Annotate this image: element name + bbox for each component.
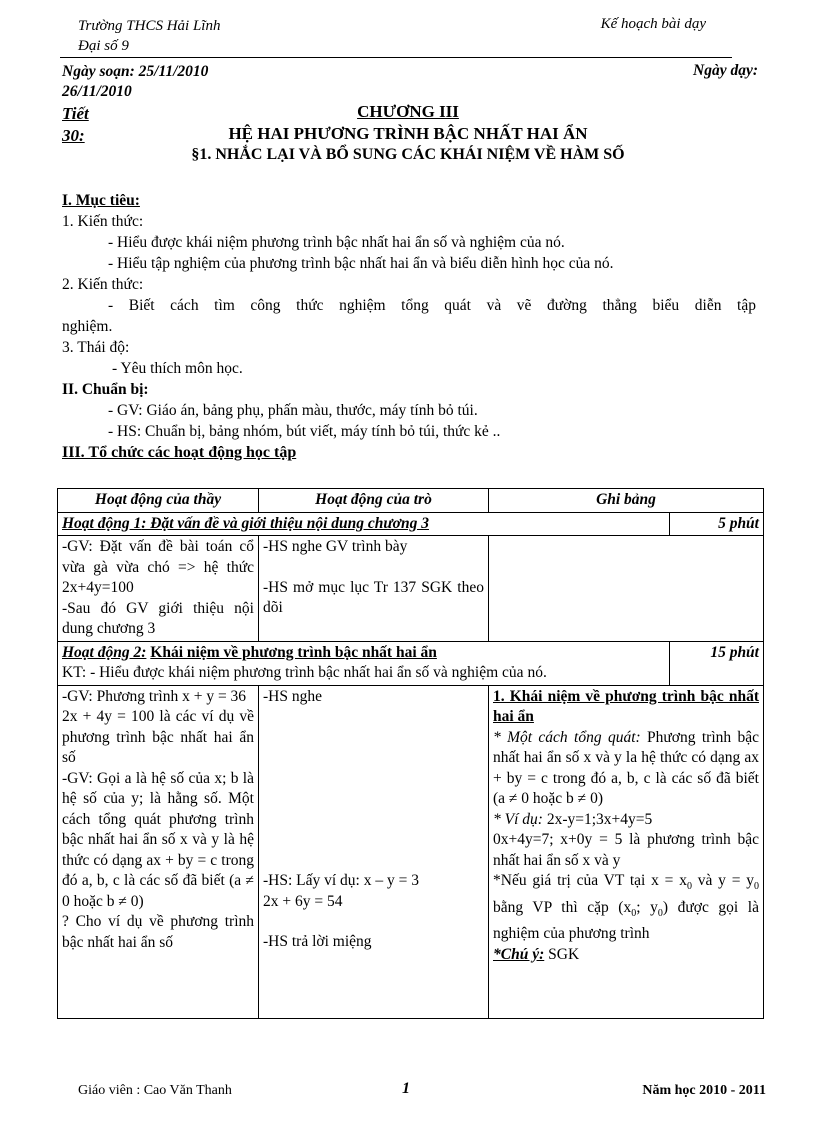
activity-1-time: 5 phút xyxy=(670,512,764,536)
activity-1-name: : Đặt vấn đề và giới thiệu nội dung chương 3 xyxy=(141,514,429,532)
footer-page-number: 1 xyxy=(402,1080,410,1097)
board-note-label: *Chú ý: xyxy=(493,945,545,963)
activity-2-label: Hoạt động 2: xyxy=(62,643,147,661)
subject-name: Đại số 9 xyxy=(78,38,129,54)
sub-zero: 0 xyxy=(754,881,759,893)
activity-2-name: Khái niệm về phương trình bậc nhất hai ẩn xyxy=(150,643,437,661)
board-example-label: * Ví dụ: xyxy=(493,810,543,828)
knowledge-2-label: 2. Kiến thức: xyxy=(62,276,144,293)
footer-teacher: Giáo viên : Cao Văn Thanh xyxy=(78,1083,232,1098)
prep-hs: - HS: Chuẩn bị, bảng nhóm, bút viết, máy tính bỏ túi, thức kẻ .. xyxy=(108,423,501,440)
activities-table xyxy=(57,488,764,1019)
activity-1-board xyxy=(489,536,764,642)
knowledge-1b: - Hiểu tập nghiệm của phương trình bậc nhất hai ẩn và biểu diễn hình học của nó. xyxy=(108,255,614,272)
board-general xyxy=(493,728,759,810)
act2-student-line: 2x + 6y = 54 xyxy=(263,892,343,910)
knowledge-1-label: 1. Kiến thức: xyxy=(62,213,144,230)
activities-heading: III. Tổ chức các hoạt động học tập xyxy=(62,444,297,461)
sol-part: ) được gọi là nghiệm của phương trình xyxy=(493,898,759,943)
knowledge-2a: - Biết cách tìm công thức nghiệm tổng quát và vẽ đường thẳng biểu diễn tập xyxy=(108,297,756,314)
activity-2-teacher xyxy=(58,685,259,1018)
board-general-text: Phương trình bậc nhất hai ẩn số x và y la hệ thức có dạng ax + by = c trong đó a, b, c là các số đã biết (a ≠ 0 hoặc b ≠ 0) xyxy=(493,728,759,807)
prep-heading: II. Chuẩn bị: xyxy=(62,381,149,398)
lesson-title: HỆ HAI PHƯƠNG TRÌNH BẬC NHẤT HAI ẨN xyxy=(228,124,588,143)
board-general-label: * Một cách tổng quát: xyxy=(493,728,641,746)
board-heading: 1. Khái niệm về phương trình bậc nhất hai ẩn xyxy=(493,687,759,725)
footer-year: Năm học 2010 - 2011 xyxy=(642,1083,766,1098)
sol-part: và y = y xyxy=(691,872,754,889)
col-student-header: Hoạt động của trò xyxy=(259,489,489,513)
activity-2-time: 15 phút xyxy=(670,641,764,685)
tiet-label: Tiết xyxy=(62,104,89,123)
sol-part: ; y xyxy=(636,898,658,916)
sol-part: bằng VP thì cặp (x xyxy=(493,898,632,916)
tiet-number: 30: xyxy=(62,126,85,145)
act2-teacher-line: -GV: Gọi a là hệ số của x; b là hệ số của y; là hằng số. Một cách tổng quát phương trình bậc nhất hai ẩn số x và y là hệ thức có dạng ax + by = c trong đó a, b, c là các số đã biết (a ≠ 0 hoặc b ≠ 0) xyxy=(62,769,254,910)
objectives-section xyxy=(62,190,756,463)
teach-date: 26/11/2010 xyxy=(62,83,132,100)
activity-1-title xyxy=(58,512,670,536)
prep-date: Ngày soạn: 25/11/2010 xyxy=(62,63,209,80)
act1-student-line: -HS nghe GV trình bày xyxy=(263,538,408,555)
board-note xyxy=(493,945,759,966)
activity-1-row xyxy=(58,512,764,536)
doc-type: Kế hoạch bài dạy xyxy=(600,16,706,32)
act1-teacher-line: -GV: Đặt vấn đề bài toán cổ vừa gà vừa chó => hệ thức 2x+4y=100 xyxy=(62,538,254,596)
board-note-text: SGK xyxy=(544,945,580,963)
act2-student-line: -HS trả lời miệng xyxy=(263,933,372,950)
school-name: Trường THCS Hải Lĩnh xyxy=(78,18,221,34)
act1-student-line: -HS mở mục lục Tr 137 SGK theo dõi xyxy=(263,578,484,616)
act2-teacher-line: 2x + 4y = 100 là các ví dụ về phương trình bậc nhất hai ẩn số xyxy=(62,708,254,766)
board-example-text: 2x-y=1;3x+4y=5 xyxy=(542,810,653,828)
prep-date-block xyxy=(62,62,208,102)
board-example xyxy=(493,810,759,831)
lesson-subtitle: §1. NHẮC LẠI VÀ BỔ SUNG CÁC KHÁI NIỆM VỀ HÀM SỐ xyxy=(191,146,625,163)
activity-1-student xyxy=(259,536,489,642)
attitude-label: 3. Thái độ: xyxy=(62,339,130,356)
school-header xyxy=(78,16,220,56)
sol-part: *Nếu giá trị của VT tại x = x xyxy=(493,872,687,889)
act1-teacher-line: -Sau đó GV giới thiệu nội dung chương 3 xyxy=(62,599,254,637)
act2-teacher-line: ? Cho ví dụ về phương trình bậc nhất hai ẩn số xyxy=(62,913,254,951)
teach-date-label: Ngày dạy: xyxy=(693,62,758,79)
col-board-header: Ghi bảng xyxy=(489,489,764,513)
activity-2-content-row xyxy=(58,685,764,1018)
board-example-2: 0x+4y=7; x+0y = 5 là phương trình bậc nhất hai ẩn số x và y xyxy=(493,831,759,869)
chapter-heading: CHƯƠNG III xyxy=(357,102,459,121)
sub-zero: 0 xyxy=(631,907,637,919)
header-divider xyxy=(60,57,732,58)
activity-2-student xyxy=(259,685,489,1018)
sub-zero: 0 xyxy=(657,907,663,919)
activity-2-kt: KT: - Hiểu được khái niệm phương trình bậc nhất hai ẩn số và nghiệm của nó. xyxy=(62,664,547,681)
prep-gv: - GV: Giáo án, bảng phụ, phấn màu, thước, máy tính bỏ túi. xyxy=(108,402,478,419)
attitude-item: - Yêu thích môn học. xyxy=(112,360,243,377)
objectives-heading: I. Mục tiêu: xyxy=(62,192,140,209)
activity-1-teacher xyxy=(58,536,259,642)
act2-teacher-line: -GV: Phương trình x + y = 36 xyxy=(62,687,247,705)
act2-student-line: -HS nghe xyxy=(263,687,322,705)
knowledge-2a-cont: nghiệm. xyxy=(62,318,113,335)
activity-1-content-row xyxy=(58,536,764,642)
knowledge-1a: - Hiểu được khái niệm phương trình bậc nhất hai ẩn số và nghiệm của nó. xyxy=(108,234,565,251)
activity-2-board xyxy=(489,685,764,1018)
col-teacher-header: Hoạt động của thầy xyxy=(58,489,259,513)
activity-2-row xyxy=(58,641,764,685)
act2-student-line: -HS: Lấy ví dụ: x – y = 3 xyxy=(263,872,419,889)
table-header-row xyxy=(58,489,764,513)
activity-2-title xyxy=(58,641,670,685)
sub-zero: 0 xyxy=(686,881,692,893)
board-solution xyxy=(493,871,759,945)
activity-1-label: Hoạt động 1 xyxy=(62,514,142,532)
